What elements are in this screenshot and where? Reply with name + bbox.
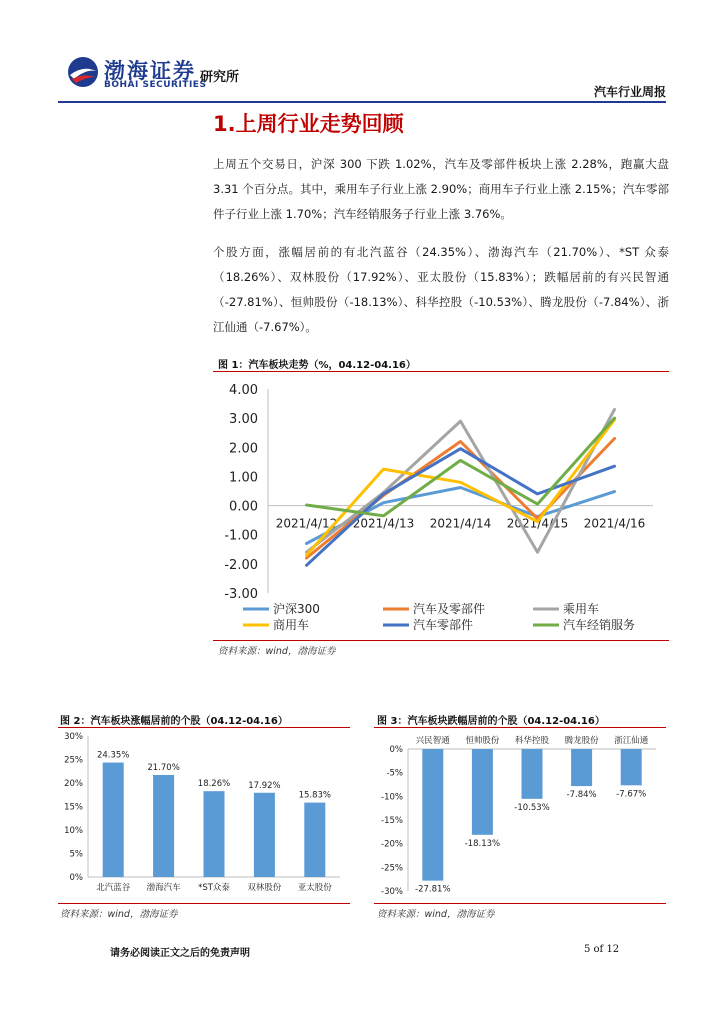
- legend-label: 商用车: [273, 618, 310, 632]
- y-tick-label: 15%: [64, 802, 83, 813]
- bar-data-label: 15.83%: [298, 790, 332, 801]
- bar-data-label: 17.92%: [248, 780, 281, 791]
- series-line-1: [307, 439, 615, 559]
- report-type: 汽车行业周报: [593, 85, 666, 99]
- legend-label: 汽车及零部件: [413, 602, 486, 616]
- x-category-label: *ST众泰: [198, 883, 230, 893]
- logo-chinese-name: 渤海证券: [104, 58, 196, 83]
- y-tick-label: -10%: [381, 792, 403, 803]
- y-tick-label: 25%: [64, 755, 83, 766]
- bar-data-label: 24.35%: [96, 750, 130, 761]
- figure-3-caption: 图 3：汽车板块跌幅居前的个股（04.12-04.16）: [377, 716, 605, 727]
- logo-english-name: BOHAI SECURITIES: [104, 80, 207, 90]
- section-title: 1.上周行业走势回顾: [213, 112, 404, 136]
- bar: [103, 763, 124, 877]
- figure-2-caption: 图 2：汽车板块涨幅居前的个股（04.12-04.16）: [60, 716, 288, 727]
- bar: [522, 749, 543, 799]
- y-tick-label: 3.00: [229, 412, 258, 428]
- x-tick-label: 2021/4/15: [506, 516, 569, 531]
- figure-3-bottom-rule: [374, 903, 666, 904]
- y-tick-label: -20%: [381, 839, 403, 850]
- bohai-logo-icon: [66, 55, 100, 89]
- x-category-label: 科华控股: [514, 736, 550, 746]
- y-tick-label: 20%: [64, 779, 83, 789]
- bar: [621, 749, 642, 785]
- y-tick-label: 2.00: [229, 441, 258, 457]
- x-category-label: 渤海汽车: [146, 883, 181, 893]
- paragraph-market-review: 上周五个交易日，沪深 300 下跌 1.02%，汽车及零部件板块上涨 2.28%，跑赢大盘 3.31 个百分点。其中，乘用车子行业上涨 2.90%；商用车子行业上涨 2.15%；汽车零部件子行业上涨 1.70%；汽车经销服务子行业上涨 3.76%。: [213, 157, 669, 221]
- y-tick-label: -5%: [386, 768, 403, 779]
- series-line-5: [307, 418, 615, 516]
- top-gainers-bar-chart: [58, 728, 350, 902]
- x-tick-label: 2021/4/12: [275, 516, 338, 531]
- footer-disclaimer: 请务必阅读正文之后的免责声明: [110, 948, 250, 959]
- figure-1-source: 资料来源：wind，渤海证券: [218, 646, 336, 657]
- bar: [153, 775, 174, 877]
- bar: [304, 803, 325, 877]
- x-category-label: 双林股份: [247, 883, 282, 893]
- x-category-label: 恒帅股份: [465, 736, 500, 746]
- bar: [204, 791, 225, 877]
- x-tick-label: 2021/4/13: [352, 516, 415, 531]
- bar: [422, 749, 443, 881]
- y-tick-label: -30%: [381, 887, 403, 897]
- y-tick-label: 0%: [69, 873, 83, 883]
- bar-data-label: 18.26%: [197, 779, 231, 790]
- y-tick-label: -3.00: [224, 587, 258, 602]
- y-tick-label: 0.00: [229, 499, 258, 515]
- bar: [254, 793, 275, 877]
- page-number: 5 of 12: [584, 944, 620, 955]
- y-tick-label: 1.00: [229, 470, 258, 486]
- header-divider: [58, 101, 666, 103]
- figure-1-top-rule: [213, 371, 669, 372]
- bar-data-label: -27.81%: [415, 884, 451, 895]
- bar: [571, 749, 592, 786]
- y-tick-label: 30%: [64, 732, 83, 742]
- x-category-label: 浙江仙通: [614, 736, 649, 746]
- institute-label: 研究所: [200, 70, 240, 85]
- figure-3-source: 资料来源：wind，渤海证券: [377, 909, 495, 920]
- figure-1-bottom-rule: [213, 640, 669, 641]
- x-tick-label: 2021/4/16: [583, 516, 646, 531]
- industry-trend-line-chart: [213, 373, 669, 639]
- y-tick-label: 5%: [69, 849, 83, 860]
- y-tick-label: -1.00: [224, 528, 258, 544]
- bar-data-label: -18.13%: [464, 838, 501, 849]
- y-tick-label: 10%: [64, 826, 83, 836]
- legend-label: 沪深300: [273, 602, 320, 616]
- y-tick-label: 4.00: [229, 383, 258, 398]
- y-tick-label: 0%: [389, 745, 403, 755]
- paragraph-stock-review: 个股方面，涨幅居前的有北汽蓝谷（24.35%）、渤海汽车（21.70%）、*ST 众泰（18.26%）、双林股份（17.92%）、亚太股份（15.83%）；跌幅居前的有兴民智通（-27.81%）、恒帅股份（-18.13%）、科华控股（-10.53%）、腾龙股份（-7.84%）、浙江仙通（-7.67%）。: [213, 245, 669, 334]
- legend-label: 汽车经销服务: [563, 618, 636, 632]
- top-losers-bar-chart: [374, 728, 666, 902]
- bar-data-label: -7.67%: [616, 789, 647, 800]
- bar-data-label: 21.70%: [147, 763, 180, 774]
- figure-2-bottom-rule: [58, 903, 350, 904]
- y-tick-label: -15%: [381, 816, 403, 826]
- x-category-label: 腾龙股份: [564, 736, 599, 746]
- bar-data-label: -10.53%: [514, 802, 550, 813]
- figure-1-caption: 图 1：汽车板块走势（%，04.12-04.16）: [218, 360, 416, 371]
- bar: [472, 749, 493, 835]
- x-tick-label: 2021/4/14: [429, 516, 492, 531]
- bar-data-label: -7.84%: [566, 790, 597, 801]
- legend-label: 乘用车: [563, 602, 600, 616]
- x-category-label: 兴民智通: [415, 736, 450, 746]
- x-category-label: 北汽蓝谷: [96, 883, 131, 893]
- x-category-label: 亚太股份: [297, 883, 332, 893]
- y-tick-label: -25%: [381, 863, 403, 874]
- figure-2-source: 资料来源：wind，渤海证券: [60, 909, 178, 920]
- y-tick-label: -2.00: [224, 557, 258, 573]
- legend-label: 汽车零部件: [413, 618, 474, 632]
